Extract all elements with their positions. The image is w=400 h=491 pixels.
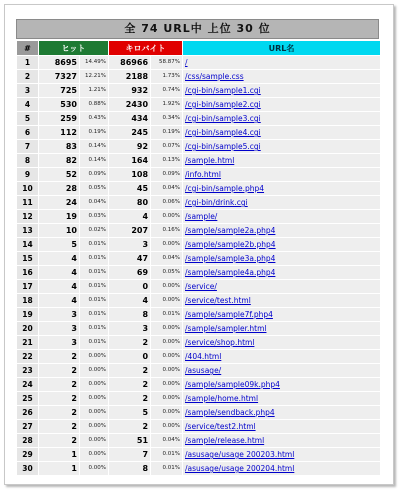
kbytes-cell: 8 <box>109 462 150 475</box>
rank-cell: 8 <box>17 154 38 167</box>
url-link[interactable]: /cgi-bin/sample.php4 <box>183 182 380 195</box>
hits-percent-cell: 0.04% <box>80 196 108 209</box>
url-link[interactable]: /cgi-bin/sample5.cgi <box>183 140 380 153</box>
kbytes-cell: 2 <box>109 392 150 405</box>
table-row <box>17 364 380 377</box>
kbytes-percent-cell: 0.00% <box>151 294 182 307</box>
table-row <box>17 112 380 125</box>
table-row <box>17 196 380 209</box>
table-row <box>17 238 380 251</box>
top-urls-report <box>16 19 379 476</box>
kbytes-cell: 51 <box>109 434 150 447</box>
kbytes-percent-cell: 0.00% <box>151 238 182 251</box>
kbytes-percent-cell: 0.01% <box>151 448 182 461</box>
rank-cell: 12 <box>17 210 38 223</box>
url-link[interactable]: /sample.html <box>183 154 380 167</box>
hits-cell: 2 <box>39 420 79 433</box>
kbytes-cell: 47 <box>109 252 150 265</box>
url-link[interactable]: /cgi-bin/sample2.cgi <box>183 98 380 111</box>
kbytes-percent-cell: 0.01% <box>151 462 182 475</box>
hits-percent-cell: 0.43% <box>80 112 108 125</box>
kbytes-percent-cell: 0.00% <box>151 378 182 391</box>
hits-percent-cell: 0.00% <box>80 406 108 419</box>
rank-cell: 14 <box>17 238 38 251</box>
kbytes-cell: 207 <box>109 224 150 237</box>
hits-percent-cell: 0.01% <box>80 266 108 279</box>
hits-percent-cell: 0.00% <box>80 420 108 433</box>
kbytes-percent-cell: 0.00% <box>151 420 182 433</box>
kbytes-cell: 92 <box>109 140 150 153</box>
hits-cell: 3 <box>39 308 79 321</box>
hits-percent-cell: 0.00% <box>80 364 108 377</box>
kbytes-cell: 4 <box>109 210 150 223</box>
rank-cell: 30 <box>17 462 38 475</box>
kbytes-cell: 2 <box>109 420 150 433</box>
hits-cell: 2 <box>39 364 79 377</box>
kbytes-cell: 8 <box>109 308 150 321</box>
hits-percent-cell: 14.49% <box>80 56 108 69</box>
kbytes-percent-cell: 0.00% <box>151 364 182 377</box>
kbytes-percent-cell: 0.16% <box>151 224 182 237</box>
url-link[interactable]: /css/sample.css <box>183 70 380 83</box>
rank-cell: 4 <box>17 98 38 111</box>
url-link[interactable]: / <box>183 56 380 69</box>
table-row <box>17 336 380 349</box>
hits-cell: 4 <box>39 252 79 265</box>
hits-percent-cell: 0.09% <box>80 168 108 181</box>
url-link[interactable]: /404.html <box>183 350 380 363</box>
url-link[interactable]: /cgi-bin/sample3.cgi <box>183 112 380 125</box>
kbytes-cell: 0 <box>109 350 150 363</box>
url-link[interactable]: /sample/sample2b.php4 <box>183 238 380 251</box>
url-link[interactable]: /service/test2.html <box>183 420 380 433</box>
hits-percent-cell: 0.02% <box>80 224 108 237</box>
rank-cell: 28 <box>17 434 38 447</box>
kbytes-percent-cell: 0.00% <box>151 336 182 349</box>
header-row <box>17 41 380 55</box>
hits-percent-cell: 0.88% <box>80 98 108 111</box>
kbytes-cell: 0 <box>109 280 150 293</box>
hits-cell: 112 <box>39 126 79 139</box>
hits-header: ヒット <box>39 41 108 55</box>
hits-cell: 82 <box>39 154 79 167</box>
table-row <box>17 56 380 69</box>
table-row <box>17 308 380 321</box>
table-row <box>17 420 380 433</box>
rank-cell: 10 <box>17 182 38 195</box>
kbytes-percent-cell: 0.05% <box>151 266 182 279</box>
kbytes-percent-cell: 0.74% <box>151 84 182 97</box>
url-header: URL名 <box>183 41 380 55</box>
kbytes-percent-cell: 1.73% <box>151 70 182 83</box>
url-link[interactable]: /cgi-bin/drink.cgi <box>183 196 380 209</box>
rank-cell: 25 <box>17 392 38 405</box>
table-row <box>17 350 380 363</box>
hits-percent-cell: 0.00% <box>80 392 108 405</box>
hits-percent-cell: 0.14% <box>80 140 108 153</box>
table-row <box>17 280 380 293</box>
hits-cell: 725 <box>39 84 79 97</box>
hits-percent-cell: 0.01% <box>80 336 108 349</box>
hits-cell: 4 <box>39 294 79 307</box>
kbytes-cell: 7 <box>109 448 150 461</box>
rank-cell: 23 <box>17 364 38 377</box>
hits-cell: 1 <box>39 462 79 475</box>
rank-cell: 15 <box>17 252 38 265</box>
table-row <box>17 322 380 335</box>
hits-cell: 3 <box>39 322 79 335</box>
url-link[interactable]: /sample/release.html <box>183 434 380 447</box>
rank-cell: 17 <box>17 280 38 293</box>
report-title: 全 74 URL中 上位 30 位 <box>16 19 379 39</box>
rank-cell: 3 <box>17 84 38 97</box>
url-link[interactable]: /service/shop.html <box>183 336 380 349</box>
hits-percent-cell: 0.00% <box>80 434 108 447</box>
table-row <box>17 210 380 223</box>
kbytes-cell: 2 <box>109 378 150 391</box>
table-row <box>17 140 380 153</box>
table-row <box>17 98 380 111</box>
rank-cell: 29 <box>17 448 38 461</box>
kbytes-percent-cell: 0.04% <box>151 252 182 265</box>
kbytes-cell: 108 <box>109 168 150 181</box>
kbytes-percent-cell: 0.00% <box>151 280 182 293</box>
kbytes-cell: 2430 <box>109 98 150 111</box>
kbytes-percent-cell: 0.01% <box>151 308 182 321</box>
hits-cell: 2 <box>39 350 79 363</box>
hits-percent-cell: 0.01% <box>80 308 108 321</box>
hits-percent-cell: 0.00% <box>80 462 108 475</box>
kbytes-percent-cell: 0.09% <box>151 168 182 181</box>
url-link[interactable]: /service/test.html <box>183 294 380 307</box>
url-link[interactable]: /cgi-bin/sample1.cgi <box>183 84 380 97</box>
hits-cell: 259 <box>39 112 79 125</box>
kbytes-cell: 2 <box>109 364 150 377</box>
table-row <box>17 294 380 307</box>
rank-cell: 24 <box>17 378 38 391</box>
hits-cell: 4 <box>39 266 79 279</box>
hits-percent-cell: 0.01% <box>80 280 108 293</box>
rank-cell: 6 <box>17 126 38 139</box>
hits-percent-cell: 0.01% <box>80 252 108 265</box>
hits-percent-cell: 0.19% <box>80 126 108 139</box>
url-link[interactable]: /asusage/usage 200203.html <box>183 448 380 461</box>
hits-cell: 28 <box>39 182 79 195</box>
rank-cell: 22 <box>17 350 38 363</box>
rank-cell: 26 <box>17 406 38 419</box>
kbytes-cell: 4 <box>109 294 150 307</box>
url-link[interactable]: /asusage/usage 200204.html <box>183 462 380 475</box>
kbytes-percent-cell: 0.00% <box>151 210 182 223</box>
hits-percent-cell: 0.01% <box>80 294 108 307</box>
url-table <box>16 40 381 476</box>
hits-percent-cell: 0.14% <box>80 154 108 167</box>
hits-cell: 1 <box>39 448 79 461</box>
rank-cell: 1 <box>17 56 38 69</box>
table-row <box>17 154 380 167</box>
kbytes-cell: 69 <box>109 266 150 279</box>
kbytes-percent-cell: 0.00% <box>151 322 182 335</box>
rank-cell: 9 <box>17 168 38 181</box>
hits-cell: 52 <box>39 168 79 181</box>
hits-cell: 2 <box>39 406 79 419</box>
kbytes-percent-cell: 0.06% <box>151 196 182 209</box>
url-link[interactable]: /info.html <box>183 168 380 181</box>
table-row <box>17 168 380 181</box>
hits-percent-cell: 0.00% <box>80 350 108 363</box>
hits-cell: 530 <box>39 98 79 111</box>
hits-cell: 19 <box>39 210 79 223</box>
table-row <box>17 266 380 279</box>
url-link[interactable]: /service/ <box>183 280 380 293</box>
rank-cell: 21 <box>17 336 38 349</box>
kbytes-percent-cell: 0.00% <box>151 350 182 363</box>
kbytes-cell: 245 <box>109 126 150 139</box>
url-link[interactable]: /cgi-bin/sample4.cgi <box>183 126 380 139</box>
hits-cell: 7327 <box>39 70 79 83</box>
hits-cell: 24 <box>39 196 79 209</box>
table-row <box>17 406 380 419</box>
kbytes-percent-cell: 0.34% <box>151 112 182 125</box>
hits-cell: 4 <box>39 280 79 293</box>
kbytes-cell: 86966 <box>109 56 150 69</box>
hits-percent-cell: 1.21% <box>80 84 108 97</box>
url-link[interactable]: /sample/sample3a.php4 <box>183 252 380 265</box>
kbytes-header: キロバイト <box>109 41 182 55</box>
url-link[interactable]: /sample/sample2a.php4 <box>183 224 380 237</box>
url-link[interactable]: /sample/ <box>183 210 380 223</box>
rank-cell: 20 <box>17 322 38 335</box>
rank-cell: 27 <box>17 420 38 433</box>
table-row <box>17 378 380 391</box>
kbytes-cell: 3 <box>109 238 150 251</box>
table-row <box>17 126 380 139</box>
hits-percent-cell: 0.00% <box>80 448 108 461</box>
kbytes-percent-cell: 0.19% <box>151 126 182 139</box>
kbytes-percent-cell: 0.00% <box>151 406 182 419</box>
hits-percent-cell: 0.01% <box>80 322 108 335</box>
kbytes-cell: 3 <box>109 322 150 335</box>
url-link[interactable]: /sample/home.html <box>183 392 380 405</box>
kbytes-cell: 2188 <box>109 70 150 83</box>
table-row <box>17 448 380 461</box>
kbytes-percent-cell: 1.92% <box>151 98 182 111</box>
table-row <box>17 224 380 237</box>
table-row <box>17 462 380 475</box>
table-row <box>17 70 380 83</box>
kbytes-cell: 80 <box>109 196 150 209</box>
table-row <box>17 182 380 195</box>
rank-cell: 13 <box>17 224 38 237</box>
table-row <box>17 434 380 447</box>
rank-cell: 16 <box>17 266 38 279</box>
url-link[interactable]: /sample/sample7f.php4 <box>183 308 380 321</box>
url-link[interactable]: /sample/sampler.html <box>183 322 380 335</box>
hits-cell: 2 <box>39 434 79 447</box>
rank-cell: 5 <box>17 112 38 125</box>
hits-cell: 2 <box>39 392 79 405</box>
rank-cell: 18 <box>17 294 38 307</box>
kbytes-cell: 45 <box>109 182 150 195</box>
kbytes-percent-cell: 0.04% <box>151 182 182 195</box>
hits-percent-cell: 0.05% <box>80 182 108 195</box>
hits-percent-cell: 0.00% <box>80 378 108 391</box>
url-link[interactable]: /sample/sample4a.php4 <box>183 266 380 279</box>
hits-percent-cell: 12.21% <box>80 70 108 83</box>
kbytes-cell: 932 <box>109 84 150 97</box>
table-row <box>17 392 380 405</box>
kbytes-percent-cell: 0.00% <box>151 392 182 405</box>
kbytes-cell: 2 <box>109 336 150 349</box>
table-row <box>17 84 380 97</box>
rank-cell: 7 <box>17 140 38 153</box>
kbytes-percent-cell: 0.04% <box>151 434 182 447</box>
hits-cell: 5 <box>39 238 79 251</box>
rank-cell: 19 <box>17 308 38 321</box>
hits-percent-cell: 0.03% <box>80 210 108 223</box>
kbytes-cell: 434 <box>109 112 150 125</box>
hits-percent-cell: 0.01% <box>80 238 108 251</box>
table-row <box>17 252 380 265</box>
kbytes-percent-cell: 0.13% <box>151 154 182 167</box>
url-link[interactable]: /sample/sample09k.php4 <box>183 378 380 391</box>
kbytes-percent-cell: 0.07% <box>151 140 182 153</box>
table-body <box>17 56 380 475</box>
hits-cell: 83 <box>39 140 79 153</box>
rank-cell: 2 <box>17 70 38 83</box>
hits-cell: 2 <box>39 378 79 391</box>
rank-cell: 11 <box>17 196 38 209</box>
hits-cell: 8695 <box>39 56 79 69</box>
hits-cell: 3 <box>39 336 79 349</box>
url-link[interactable]: /asusage/ <box>183 364 380 377</box>
hits-cell: 10 <box>39 224 79 237</box>
kbytes-cell: 164 <box>109 154 150 167</box>
kbytes-cell: 5 <box>109 406 150 419</box>
kbytes-percent-cell: 58.87% <box>151 56 182 69</box>
rank-header: # <box>17 41 38 55</box>
url-link[interactable]: /sample/sendback.php4 <box>183 406 380 419</box>
